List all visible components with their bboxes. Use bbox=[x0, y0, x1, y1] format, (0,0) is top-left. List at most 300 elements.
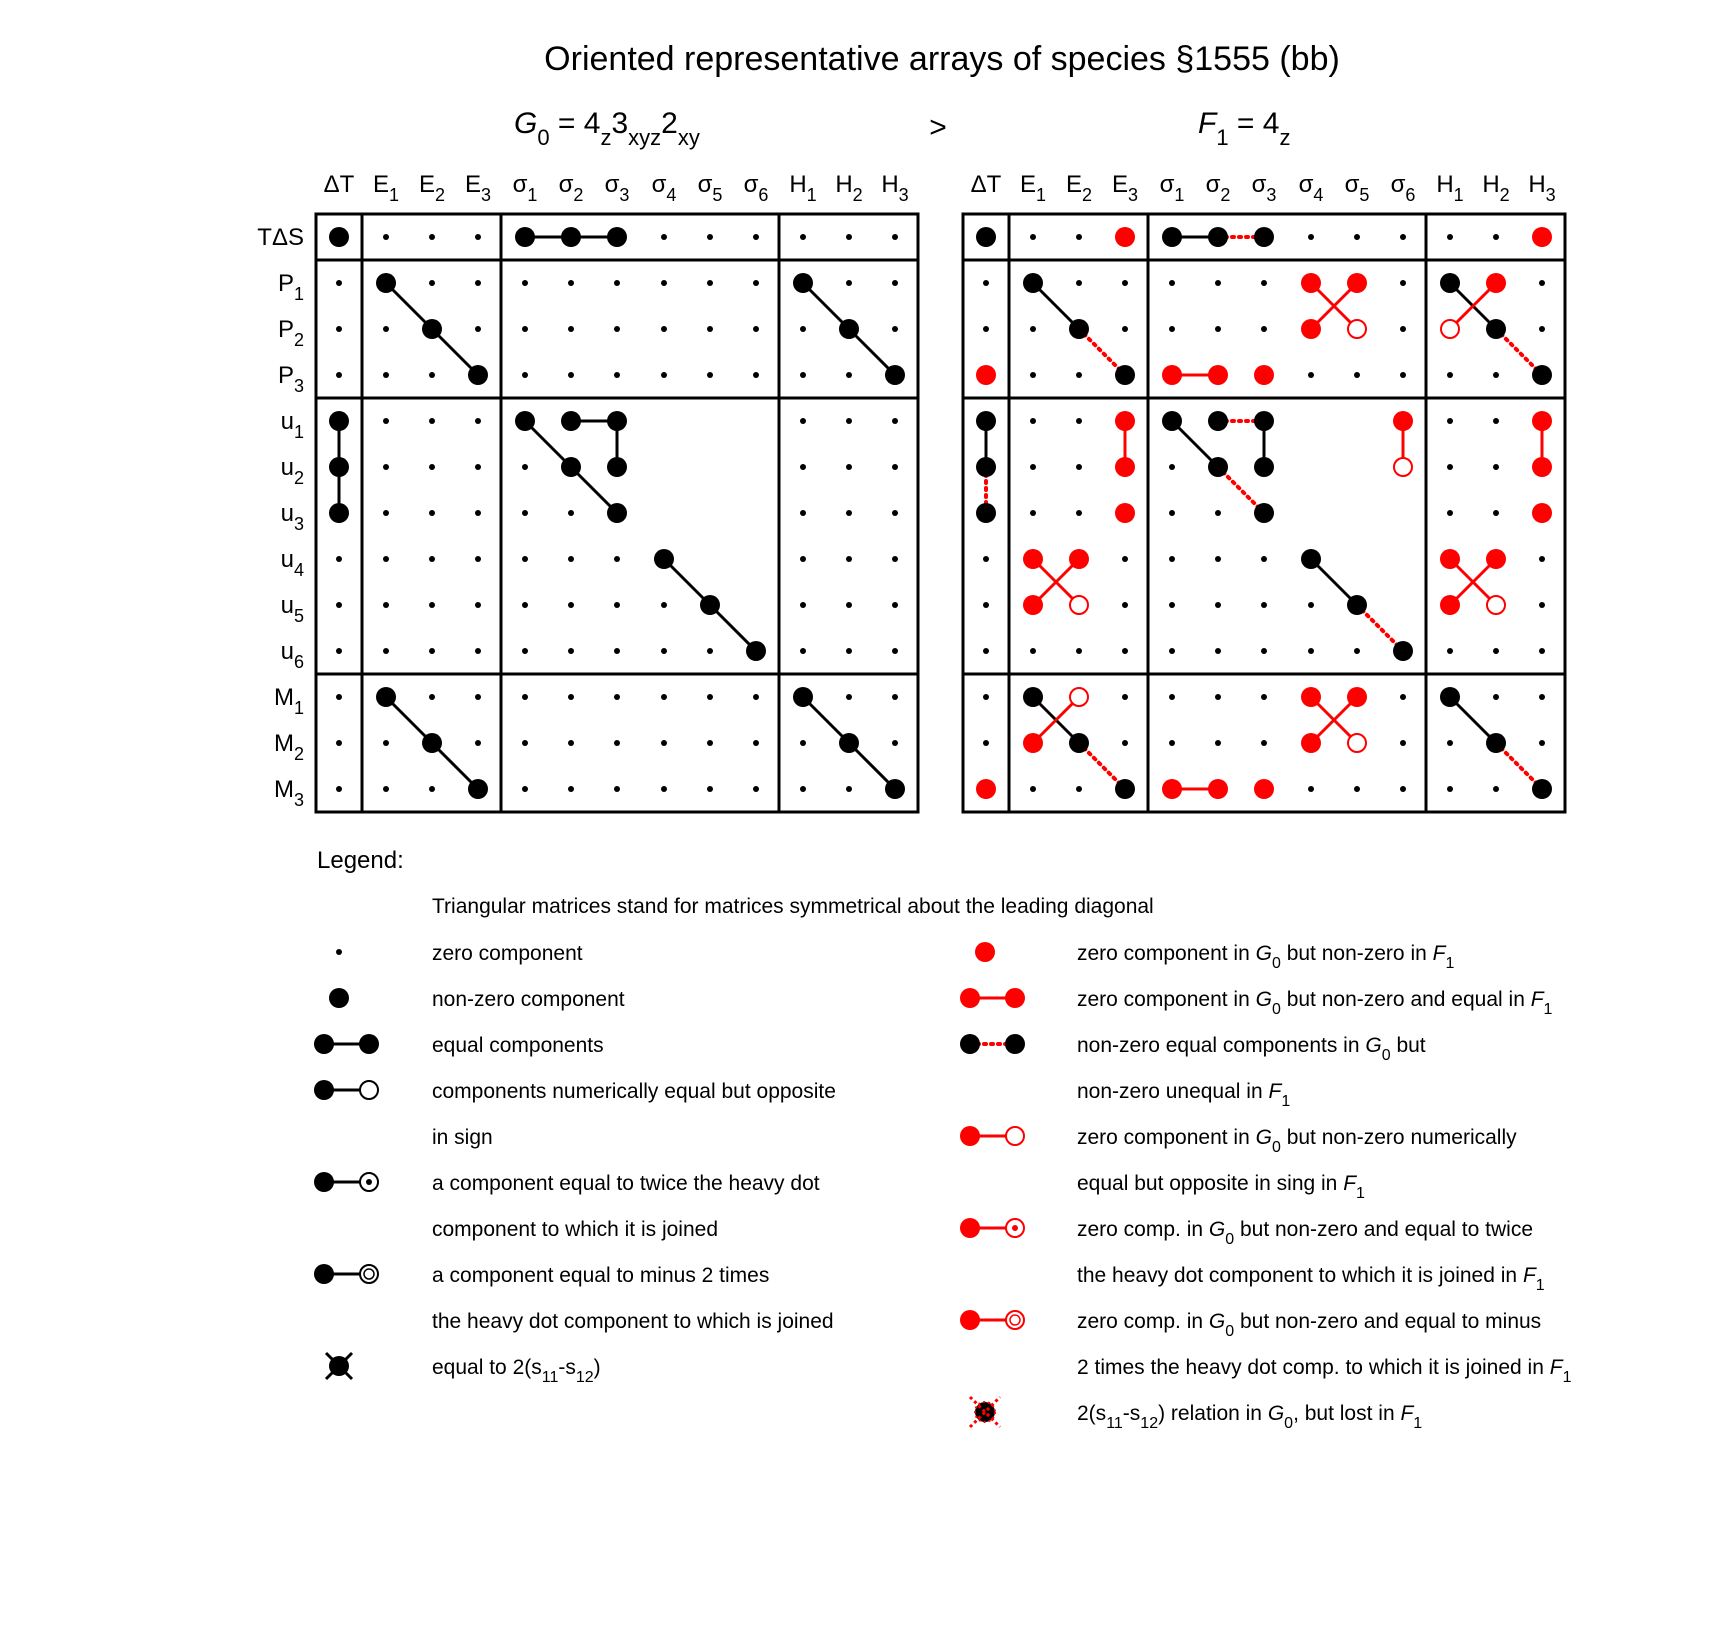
new-nonzero-component bbox=[1301, 687, 1321, 707]
legend-icon-dot bbox=[314, 1080, 334, 1100]
zero-component bbox=[1539, 602, 1545, 608]
zero-component bbox=[707, 280, 713, 286]
zero-component bbox=[336, 602, 342, 608]
zero-component bbox=[1215, 602, 1221, 608]
opposite-sign-component bbox=[1348, 320, 1366, 338]
legend-icon-open-dot bbox=[360, 1265, 378, 1283]
zero-component bbox=[1400, 326, 1406, 332]
legend-icon-center bbox=[366, 1179, 372, 1185]
zero-component bbox=[892, 234, 898, 240]
nonzero-component bbox=[1023, 687, 1043, 707]
zero-component bbox=[1539, 556, 1545, 562]
new-nonzero-component bbox=[976, 365, 996, 385]
nonzero-component bbox=[839, 319, 859, 339]
legend-icon-dot bbox=[314, 1172, 334, 1192]
zero-component bbox=[1400, 372, 1406, 378]
legend-entry-text: component to which it is joined bbox=[432, 1218, 718, 1241]
zero-component bbox=[753, 326, 759, 332]
zero-component bbox=[1169, 694, 1175, 700]
zero-component bbox=[1354, 786, 1360, 792]
zero-component bbox=[846, 464, 852, 470]
row-header: $u_4$ bbox=[280, 546, 304, 580]
zero-component bbox=[1261, 556, 1267, 562]
matrix-f1 bbox=[963, 171, 1565, 812]
zero-dot-icon bbox=[336, 949, 342, 955]
column-header: $E_1$ bbox=[372, 171, 400, 205]
zero-component bbox=[983, 694, 989, 700]
nonzero-component bbox=[1023, 273, 1043, 293]
nonzero-component bbox=[976, 227, 996, 247]
zero-component bbox=[429, 556, 435, 562]
zero-component bbox=[1539, 326, 1545, 332]
nonzero-component bbox=[1254, 411, 1274, 431]
zero-component bbox=[846, 418, 852, 424]
zero-component bbox=[568, 510, 574, 516]
zero-component bbox=[846, 372, 852, 378]
nonzero-component bbox=[654, 549, 674, 569]
zero-component bbox=[1169, 464, 1175, 470]
zero-component bbox=[429, 464, 435, 470]
new-nonzero-component bbox=[976, 779, 996, 799]
zero-component bbox=[522, 740, 528, 746]
legend-icon-dot bbox=[960, 1126, 980, 1146]
row-header: $M_3$ bbox=[273, 776, 304, 810]
legend-entry-text: zero comp. in $G_0$ but non-zero and equal to minus bbox=[1077, 1310, 1542, 1340]
zero-component bbox=[568, 280, 574, 286]
zero-component bbox=[1400, 234, 1406, 240]
zero-component bbox=[661, 234, 667, 240]
zero-component bbox=[1447, 740, 1453, 746]
zero-component bbox=[383, 464, 389, 470]
zero-component bbox=[892, 740, 898, 746]
zero-component bbox=[1400, 694, 1406, 700]
opposite-sign-component bbox=[1441, 320, 1459, 338]
nonzero-component bbox=[1301, 549, 1321, 569]
zero-component bbox=[753, 280, 759, 286]
nonzero-component bbox=[1208, 227, 1228, 247]
nonzero-component bbox=[561, 227, 581, 247]
zero-component bbox=[614, 648, 620, 654]
zero-component bbox=[522, 786, 528, 792]
zero-component bbox=[892, 464, 898, 470]
relation-symbol: > bbox=[929, 111, 947, 144]
new-nonzero-component bbox=[1486, 273, 1506, 293]
nonzero-component bbox=[1347, 595, 1367, 615]
column-header: $H_1$ bbox=[789, 171, 817, 205]
nonzero-component bbox=[468, 365, 488, 385]
zero-component bbox=[522, 648, 528, 654]
zero-component bbox=[568, 602, 574, 608]
zero-component bbox=[1447, 648, 1453, 654]
zero-component bbox=[522, 326, 528, 332]
nonzero-component bbox=[1486, 319, 1506, 339]
zero-component bbox=[1447, 372, 1453, 378]
new-nonzero-component bbox=[1486, 549, 1506, 569]
zero-component bbox=[475, 694, 481, 700]
zero-component bbox=[753, 372, 759, 378]
zero-component bbox=[1400, 786, 1406, 792]
zero-component bbox=[892, 602, 898, 608]
zero-component bbox=[892, 326, 898, 332]
nonzero-component bbox=[607, 227, 627, 247]
zero-component bbox=[522, 510, 528, 516]
new-nonzero-component bbox=[1162, 365, 1182, 385]
zero-component bbox=[1122, 556, 1128, 562]
column-header: ΔT bbox=[323, 171, 355, 198]
zero-component bbox=[1076, 510, 1082, 516]
legend-icon-dot bbox=[359, 1034, 379, 1054]
zero-component bbox=[800, 372, 806, 378]
zero-component bbox=[1122, 280, 1128, 286]
row-header: $u_1$ bbox=[280, 408, 304, 442]
legend-entry-text: in sign bbox=[432, 1126, 493, 1149]
zero-component bbox=[383, 418, 389, 424]
nonzero-component bbox=[1254, 457, 1274, 477]
nonzero-component bbox=[1440, 687, 1460, 707]
zero-component bbox=[892, 648, 898, 654]
zero-component bbox=[1030, 510, 1036, 516]
zero-component bbox=[1308, 786, 1314, 792]
zero-component bbox=[1030, 418, 1036, 424]
zero-component bbox=[1308, 372, 1314, 378]
zero-component bbox=[753, 786, 759, 792]
column-header: $E_2$ bbox=[418, 171, 446, 205]
new-nonzero-component bbox=[1023, 595, 1043, 615]
zero-component bbox=[1261, 602, 1267, 608]
zero-component bbox=[800, 326, 806, 332]
zero-component bbox=[846, 556, 852, 562]
new-nonzero-component bbox=[1532, 411, 1552, 431]
zero-component bbox=[568, 648, 574, 654]
zero-component bbox=[707, 648, 713, 654]
zero-component bbox=[1261, 326, 1267, 332]
zero-component bbox=[1447, 786, 1453, 792]
zero-component bbox=[522, 280, 528, 286]
nonzero-component bbox=[1486, 733, 1506, 753]
zero-component bbox=[336, 694, 342, 700]
zero-component bbox=[846, 280, 852, 286]
zero-component bbox=[1122, 602, 1128, 608]
zero-component bbox=[661, 602, 667, 608]
zero-component bbox=[892, 510, 898, 516]
legend-entry-text: a component equal to minus 2 times bbox=[432, 1264, 770, 1287]
legend-entry-text: equal to $2(s_{11}-s_{12})$ bbox=[432, 1356, 601, 1386]
row-header: $P_2$ bbox=[277, 316, 304, 350]
zero-component bbox=[429, 234, 435, 240]
zero-component bbox=[1493, 372, 1499, 378]
zero-component bbox=[475, 326, 481, 332]
legend-entry-text: zero component in $G_0$ but non-zero and equal in $F_1$ bbox=[1077, 988, 1553, 1018]
legend-right-column bbox=[960, 942, 1572, 1432]
zero-component bbox=[1030, 234, 1036, 240]
zero-component bbox=[475, 648, 481, 654]
new-nonzero-component bbox=[1440, 549, 1460, 569]
column-header: $H_3$ bbox=[881, 171, 909, 205]
nonzero-component bbox=[561, 457, 581, 477]
nonzero-component bbox=[1115, 779, 1135, 799]
zero-component bbox=[336, 280, 342, 286]
zero-component bbox=[1169, 648, 1175, 654]
nonzero-component bbox=[1393, 641, 1413, 661]
zero-component bbox=[1215, 510, 1221, 516]
legend-icon-open-dot bbox=[1006, 1127, 1024, 1145]
zero-component bbox=[336, 648, 342, 654]
row-header: $u_2$ bbox=[280, 454, 304, 488]
zero-component bbox=[568, 694, 574, 700]
group-comparison bbox=[514, 107, 1290, 150]
zero-component bbox=[1447, 418, 1453, 424]
zero-component bbox=[429, 418, 435, 424]
legend-left-column bbox=[314, 942, 836, 1386]
legend-icon-open-dot bbox=[360, 1081, 378, 1099]
nonzero-component bbox=[422, 733, 442, 753]
zero-component bbox=[661, 326, 667, 332]
legend-icon-dot bbox=[1005, 1034, 1025, 1054]
column-header: $\sigma_4$ bbox=[651, 171, 677, 205]
opposite-sign-component bbox=[1070, 596, 1088, 614]
zero-component bbox=[1400, 280, 1406, 286]
zero-component bbox=[1076, 234, 1082, 240]
nonzero-component bbox=[376, 273, 396, 293]
zero-component bbox=[846, 694, 852, 700]
column-header: $E_3$ bbox=[1111, 171, 1139, 205]
zero-component bbox=[800, 510, 806, 516]
zero-component bbox=[383, 326, 389, 332]
legend-entry-text: the heavy dot component to which it is joined in $F_1$ bbox=[1077, 1264, 1545, 1294]
zero-component bbox=[892, 280, 898, 286]
nonzero-component bbox=[1069, 733, 1089, 753]
zero-component bbox=[475, 234, 481, 240]
zero-component bbox=[707, 372, 713, 378]
zero-component bbox=[1030, 786, 1036, 792]
nonzero-component bbox=[515, 227, 535, 247]
nonzero-component bbox=[1162, 411, 1182, 431]
opposite-sign-component bbox=[1394, 458, 1412, 476]
zero-component bbox=[983, 326, 989, 332]
zero-component bbox=[1493, 464, 1499, 470]
zero-component bbox=[707, 326, 713, 332]
new-nonzero-component bbox=[1162, 779, 1182, 799]
zero-component bbox=[475, 740, 481, 746]
zero-component bbox=[614, 740, 620, 746]
zero-component bbox=[846, 786, 852, 792]
zero-component bbox=[800, 786, 806, 792]
nonzero-component bbox=[607, 457, 627, 477]
zero-component bbox=[1215, 648, 1221, 654]
zero-component bbox=[1076, 280, 1082, 286]
column-header: $\sigma_1$ bbox=[512, 171, 538, 205]
zero-component bbox=[475, 464, 481, 470]
nonzero-component bbox=[976, 411, 996, 431]
legend-entry-text: equal but opposite in sing in $F_1$ bbox=[1077, 1172, 1365, 1202]
zero-component bbox=[522, 464, 528, 470]
zero-component bbox=[1308, 648, 1314, 654]
column-header: $H_2$ bbox=[1482, 171, 1510, 205]
zero-component bbox=[383, 510, 389, 516]
zero-component bbox=[800, 556, 806, 562]
nonzero-component bbox=[1208, 411, 1228, 431]
legend-entry-text: components numerically equal but opposite bbox=[432, 1080, 836, 1103]
column-header: $\sigma_4$ bbox=[1298, 171, 1324, 205]
new-nonzero-component bbox=[1115, 411, 1135, 431]
zero-component bbox=[1447, 510, 1453, 516]
zero-component bbox=[753, 740, 759, 746]
legend-entry-text: a component equal to twice the heavy dot bbox=[432, 1172, 820, 1195]
new-nonzero-component bbox=[1254, 365, 1274, 385]
zero-component bbox=[800, 234, 806, 240]
legend-entry-text: zero component bbox=[432, 942, 583, 965]
zero-component bbox=[568, 372, 574, 378]
zero-component bbox=[1215, 740, 1221, 746]
group-f1-label: $F_1 = 4_z$ bbox=[1198, 107, 1291, 150]
nonzero-component bbox=[976, 503, 996, 523]
nonzero-component bbox=[1532, 779, 1552, 799]
column-header: $\sigma_5$ bbox=[1344, 171, 1370, 205]
zero-component bbox=[1493, 648, 1499, 654]
zero-component bbox=[1030, 372, 1036, 378]
legend-icon-dot bbox=[960, 1310, 980, 1330]
zero-component bbox=[336, 556, 342, 562]
nonzero-component bbox=[468, 779, 488, 799]
row-header: $P_1$ bbox=[277, 270, 304, 304]
zero-component bbox=[892, 694, 898, 700]
new-nonzero-component bbox=[1023, 549, 1043, 569]
zero-component bbox=[846, 648, 852, 654]
legend-heading: Legend: bbox=[317, 847, 404, 874]
zero-component bbox=[661, 648, 667, 654]
row-header: $u_6$ bbox=[280, 638, 304, 672]
zero-component bbox=[475, 280, 481, 286]
zero-component bbox=[1539, 740, 1545, 746]
legend-icon-dot bbox=[314, 1034, 334, 1054]
nonzero-component bbox=[607, 503, 627, 523]
new-nonzero-component bbox=[1301, 733, 1321, 753]
legend-entry-text: $2(s_{11}-s_{12})$ relation in $G_0$, but lost in $F_1$ bbox=[1077, 1402, 1423, 1432]
zero-component bbox=[1169, 556, 1175, 562]
new-nonzero-component bbox=[1393, 411, 1413, 431]
new-nonzero-component bbox=[1301, 319, 1321, 339]
zero-component bbox=[1354, 234, 1360, 240]
zero-component bbox=[800, 740, 806, 746]
matrix-g0 bbox=[257, 171, 918, 812]
zero-component bbox=[983, 740, 989, 746]
zero-component bbox=[568, 556, 574, 562]
column-header: $\sigma_2$ bbox=[1205, 171, 1231, 205]
legend-icon-dot bbox=[960, 988, 980, 1008]
zero-component bbox=[522, 694, 528, 700]
zero-component bbox=[383, 740, 389, 746]
zero-component bbox=[429, 694, 435, 700]
zero-component bbox=[1215, 280, 1221, 286]
zero-component bbox=[1493, 786, 1499, 792]
zero-component bbox=[1493, 418, 1499, 424]
nonzero-component bbox=[746, 641, 766, 661]
zero-component bbox=[522, 372, 528, 378]
zero-component bbox=[661, 740, 667, 746]
zero-component bbox=[383, 234, 389, 240]
zero-component bbox=[892, 418, 898, 424]
legend-icon-center bbox=[1012, 1225, 1018, 1231]
zero-component bbox=[1261, 694, 1267, 700]
nonzero-component bbox=[1532, 365, 1552, 385]
zero-component bbox=[1169, 510, 1175, 516]
row-header: $M_1$ bbox=[273, 684, 304, 718]
legend-entry-text: zero component in $G_0$ but non-zero numerically bbox=[1077, 1126, 1517, 1156]
zero-component bbox=[1169, 740, 1175, 746]
figure-title: Oriented representative arrays of species §1555 (bb) bbox=[544, 40, 1340, 78]
zero-component bbox=[1030, 648, 1036, 654]
new-nonzero-component bbox=[1301, 273, 1321, 293]
zero-component bbox=[1493, 694, 1499, 700]
legend-icon-open-dot bbox=[1006, 1311, 1024, 1329]
legend-entry-text: zero component in $G_0$ but non-zero in $F_1$ bbox=[1077, 942, 1455, 972]
nonzero-component bbox=[607, 411, 627, 431]
nonzero-component bbox=[329, 457, 349, 477]
zero-component bbox=[1308, 602, 1314, 608]
zero-component bbox=[568, 326, 574, 332]
zero-component bbox=[383, 602, 389, 608]
column-header: $H_1$ bbox=[1436, 171, 1464, 205]
column-header: $H_3$ bbox=[1528, 171, 1556, 205]
column-header: $\sigma_3$ bbox=[604, 171, 630, 205]
zero-component bbox=[383, 786, 389, 792]
zero-component bbox=[383, 556, 389, 562]
zero-component bbox=[1076, 786, 1082, 792]
zero-component bbox=[1076, 372, 1082, 378]
zero-component bbox=[429, 786, 435, 792]
zero-component bbox=[661, 372, 667, 378]
zero-component bbox=[475, 556, 481, 562]
opposite-sign-component bbox=[1487, 596, 1505, 614]
legend-entry-text: non-zero unequal in $F_1$ bbox=[1077, 1080, 1291, 1110]
new-nonzero-component bbox=[1532, 457, 1552, 477]
legend-icon-dot bbox=[960, 1034, 980, 1054]
zero-component bbox=[983, 602, 989, 608]
nonzero-component bbox=[329, 227, 349, 247]
zero-component bbox=[1539, 648, 1545, 654]
nonzero-component bbox=[1069, 319, 1089, 339]
zero-component bbox=[1493, 510, 1499, 516]
zero-component bbox=[614, 280, 620, 286]
zero-component bbox=[1539, 694, 1545, 700]
new-nonzero-component bbox=[1115, 457, 1135, 477]
row-header: TΔS bbox=[257, 224, 304, 251]
new-nonzero-component bbox=[1069, 549, 1089, 569]
nonzero-component bbox=[561, 411, 581, 431]
nonzero-component bbox=[1254, 503, 1274, 523]
row-header: $P_3$ bbox=[277, 362, 304, 396]
zero-component bbox=[1354, 648, 1360, 654]
new-nonzero-component bbox=[1532, 503, 1552, 523]
new-nonzero-component bbox=[1115, 503, 1135, 523]
nonzero-component bbox=[329, 411, 349, 431]
zero-component bbox=[846, 510, 852, 516]
new-nonzero-component bbox=[1347, 687, 1367, 707]
column-header: $\sigma_3$ bbox=[1251, 171, 1277, 205]
legend-entry-text: non-zero component bbox=[432, 988, 625, 1011]
legend-entry-text: 2 times the heavy dot comp. to which it is joined in $F_1$ bbox=[1077, 1356, 1572, 1386]
zero-component bbox=[1261, 648, 1267, 654]
new-nonzero-component bbox=[1347, 273, 1367, 293]
zero-component bbox=[983, 556, 989, 562]
column-header: $\sigma_6$ bbox=[1390, 171, 1416, 205]
row-header: $u_5$ bbox=[280, 592, 304, 626]
zero-component bbox=[661, 786, 667, 792]
legend-note: Triangular matrices stand for matrices symmetrical about the leading diagonal bbox=[432, 895, 1154, 918]
zero-component bbox=[1308, 234, 1314, 240]
opposite-sign-component bbox=[1070, 688, 1088, 706]
new-nonzero-component bbox=[1254, 779, 1274, 799]
